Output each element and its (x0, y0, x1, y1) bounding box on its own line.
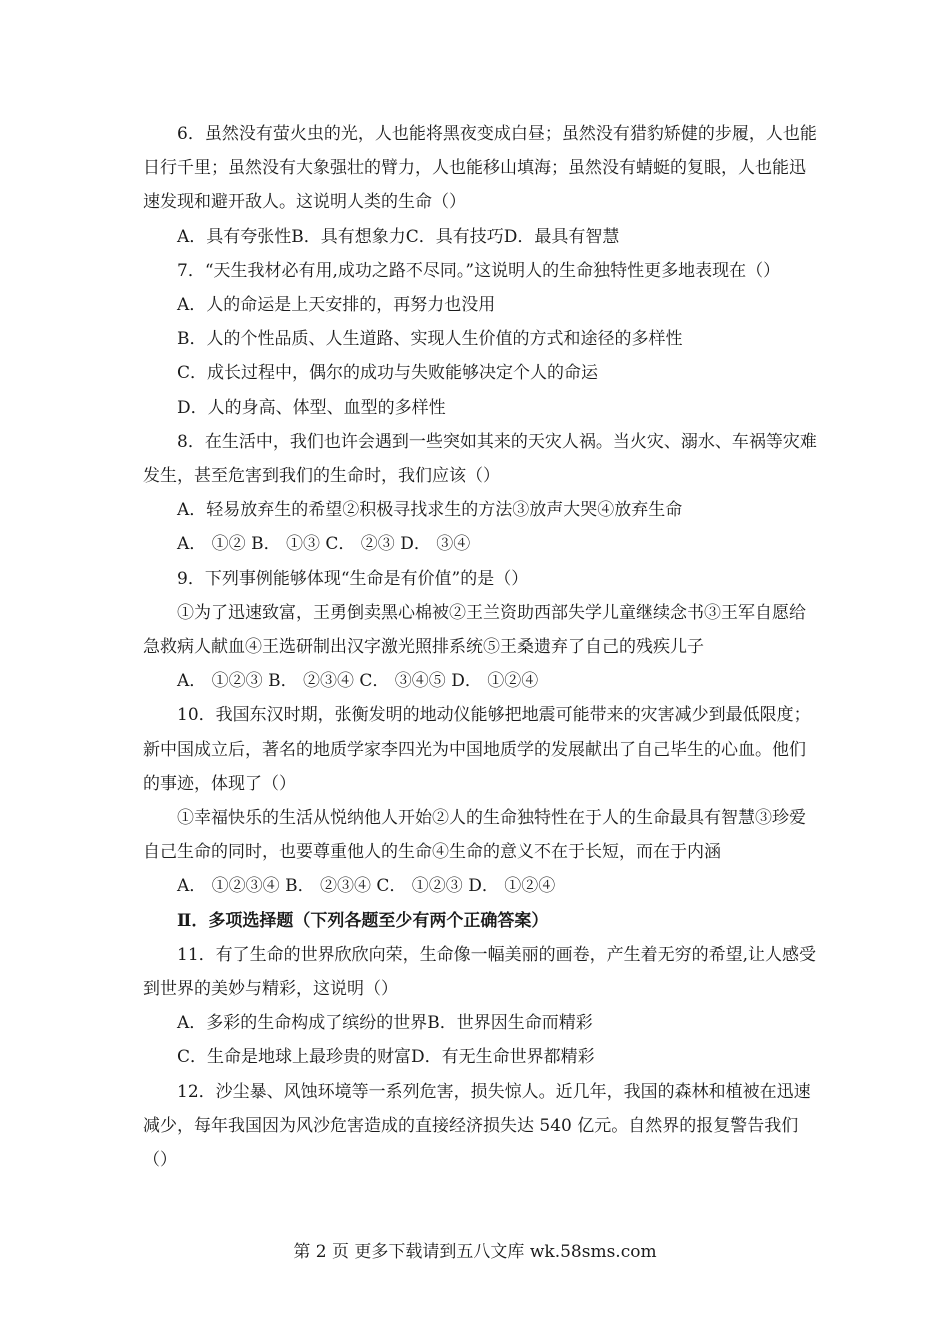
text-line: 新中国成立后，著名的地质学家李四光为中国地质学的发展献出了自己毕生的心血。他们 (143, 739, 806, 760)
text-line: C．成长过程中，偶尔的成功与失败能够决定个人的命运 (177, 363, 599, 384)
text-line: 9．下列事例能够体现“生命是有价值”的是（） (177, 568, 529, 589)
text-line: 8．在生活中，我们也许会遇到一些突如其来的天灾人祸。当火灾、溺水、车祸等灾难 (177, 431, 817, 452)
text-line: A．轻易放弃生的希望②积极寻找求生的方法③放声大哭④放弃生命 (177, 500, 683, 521)
text-line: （） (143, 1150, 177, 1171)
text-line: 11．有了生命的世界欣欣向荣，生命像一幅美丽的画卷，产生着无穷的希望,让人感受 (177, 944, 817, 965)
text-line: 到世界的美妙与精彩，这说明（） (143, 979, 398, 1000)
text-line: 的事迹，体现了（） (143, 773, 296, 794)
text-line: 12．沙尘暴、风蚀环境等一系列危害，损失惊人。近几年，我国的森林和植被在迅速 (177, 1081, 811, 1102)
text-line: ①幸福快乐的生活从悦纳他人开始②人的生命独特性在于人的生命最具有智慧③珍爱 (177, 808, 806, 829)
text-line: A． ①②③④ B． ②③④ C． ①②③ D． ①②④ (177, 876, 556, 897)
text-line: A．多彩的生命构成了缤纷的世界B．世界因生命而精彩 (177, 1013, 593, 1034)
text-line: 速发现和避开敌人。这说明人类的生命（） (143, 192, 466, 213)
text-line: D．人的身高、体型、血型的多样性 (177, 397, 446, 418)
page-footer: 第 2 页 更多下载请到五八文库 wk.58sms.com (293, 1242, 657, 1262)
text-line: A．具有夸张性B．具有想象力C．具有技巧D．最具有智慧 (177, 226, 620, 247)
text-line: 10．我国东汉时期，张衡发明的地动仪能够把地震可能带来的灾害减少到最低限度； (177, 705, 811, 726)
text-line: 日行千里；虽然没有大象强壮的臂力，人也能移山填海；虽然没有蜻蜓的复眼，人也能迅 (143, 158, 806, 179)
text-line: B．人的个性品质、人生道路、实现人生价值的方式和途径的多样性 (177, 329, 683, 350)
section-heading: Ⅱ．多项选择题（下列各题至少有两个正确答案） (177, 910, 549, 931)
text-line: A．人的命运是上天安排的，再努力也没用 (177, 295, 496, 316)
text-line: 自己生命的同时，也要尊重他人的生命④生命的意义不在于长短，而在于内涵 (143, 842, 721, 863)
text-line: A． ①②③ B． ②③④ C． ③④⑤ D． ①②④ (177, 671, 539, 692)
text-line: C．生命是地球上最珍贵的财富D．有无生命世界都精彩 (177, 1047, 595, 1068)
text-line: 7．“天生我材必有用,成功之路不尽同。”这说明人的生命独特性更多地表现在（） (177, 260, 781, 281)
text-line: ①为了迅速致富，王勇倒卖黑心棉被②王兰资助西部失学儿童继续念书③王军自愿给 (177, 602, 806, 623)
text-line: 6．虽然没有萤火虫的光，人也能将黑夜变成白昼；虽然没有猎豹矫健的步履，人也能 (177, 124, 817, 144)
text-line: 发生，甚至危害到我们的生命时，我们应该（） (143, 466, 500, 487)
text-line: A． ①② B． ①③ C． ②③ D． ③④ (177, 534, 471, 555)
text-line: 急救病人献血④王选研制出汉字激光照排系统⑤王桑遗弃了自己的残疾儿子 (143, 637, 704, 658)
page-body (143, 117, 817, 1177)
text-line: 减少，每年我国因为风沙危害造成的直接经济损失达 540 亿元。自然界的报复警告我们 (143, 1115, 799, 1136)
